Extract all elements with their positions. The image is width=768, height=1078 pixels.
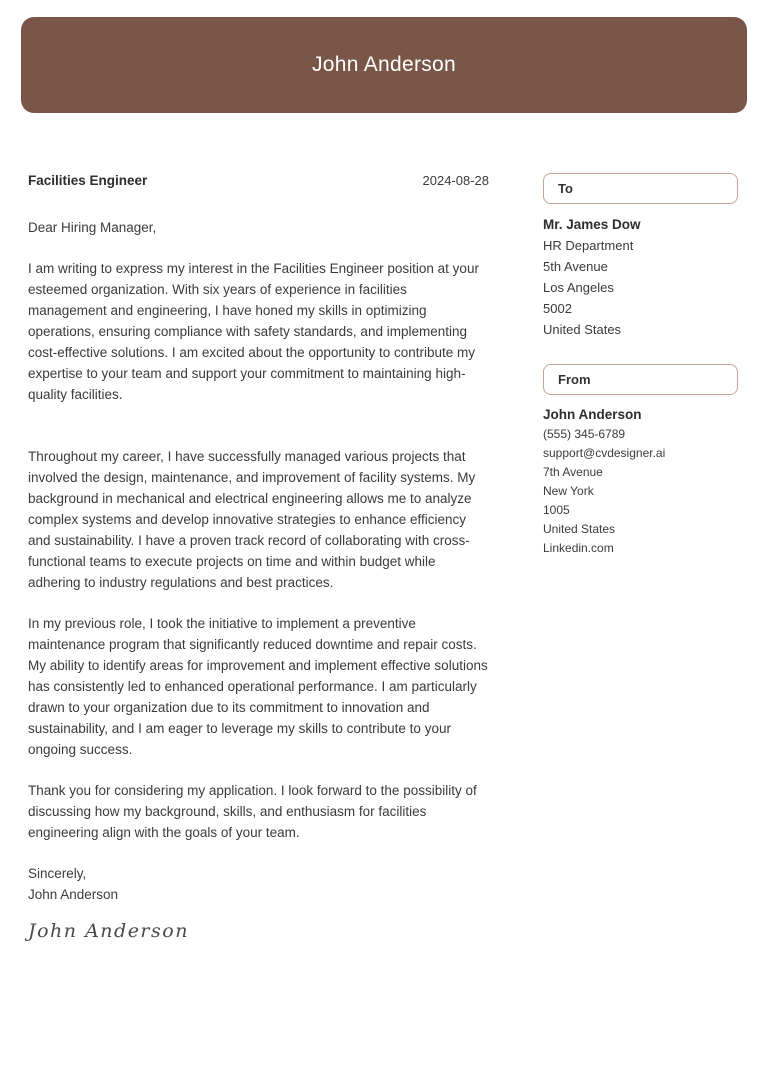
title-row <box>28 173 489 188</box>
recipient-line: United States <box>543 322 622 337</box>
sender-name: John Anderson <box>543 407 642 422</box>
salutation: Dear Hiring Manager, <box>28 220 157 235</box>
sender-line: 7th Avenue <box>543 465 603 479</box>
recipient-line: HR Department <box>543 238 634 253</box>
letter-paragraph: Thank you for considering my application. I look forward to the possibility of discussing how my background, skills, and enthusiasm for facilities engineering align with the goals of your team. <box>28 783 477 840</box>
page-title: John Anderson <box>311 53 456 76</box>
header-banner <box>21 17 747 113</box>
recipient-line: 5th Avenue <box>543 259 608 274</box>
handwritten-signature: John Anderson <box>28 920 189 942</box>
job-title: Facilities Engineer <box>28 173 148 188</box>
letter-paragraph: In my previous role, I took the initiative to implement a preventive maintenance program that significantly reduced downtime and repair costs. My ability to identify areas for improvement and implement effective solutions has consistently led to enhanced operational performance. I am particularly drawn to your organization due to its commitment to innovation and sustainability, and I am eager to leverage my skills to contribute to your ongoing success. <box>28 616 488 757</box>
signer-name: John Anderson <box>28 887 119 902</box>
sender-phone: (555) 345-6789 <box>543 427 626 441</box>
sender-details <box>543 425 738 558</box>
letter-paragraph: Throughout my career, I have successfully managed various projects that involved the design, maintenance, and improvement of facility systems. My background in mechanical and electrical engineering allows me to analyze complex systems and develop innovative strategies to enhance efficiency and sustainability. I have a proven track record of collaborating with cross-functional teams to execute projects on time and within budget while adhering to industry regulations and best practices. <box>28 449 476 590</box>
sender-line: 1005 <box>543 503 570 517</box>
from-box <box>543 364 738 395</box>
letter-paragraph: I am writing to express my interest in the Facilities Engineer position at your esteemed organization. With six years of experience in facilities management and engineering, I have honed my skills in optimizing operations, ensuring compliance with safety standards, and implementing cost-effective solutions. I am excited about the opportunity to contribute my expertise to your team and support your commitment to maintaining high-quality facilities. <box>28 261 479 402</box>
closing: Sincerely, <box>28 866 87 881</box>
recipient-details <box>543 235 738 340</box>
recipient-name: Mr. James Dow <box>543 217 641 232</box>
content-area <box>28 173 738 942</box>
sender-line: New York <box>543 484 594 498</box>
from-label: From <box>558 372 591 387</box>
recipient-line: Los Angeles <box>543 280 614 295</box>
sender-email: support@cvdesigner.ai <box>543 446 666 460</box>
sender-linkedin: Linkedin.com <box>543 541 614 555</box>
sender-line: United States <box>543 522 616 536</box>
closing-block <box>28 863 489 905</box>
letter-date: 2024-08-28 <box>422 173 489 188</box>
to-box <box>543 173 738 204</box>
sidebar-column <box>543 173 738 942</box>
recipient-line: 5002 <box>543 301 572 316</box>
to-label: To <box>558 181 573 196</box>
letter-column <box>28 173 489 942</box>
